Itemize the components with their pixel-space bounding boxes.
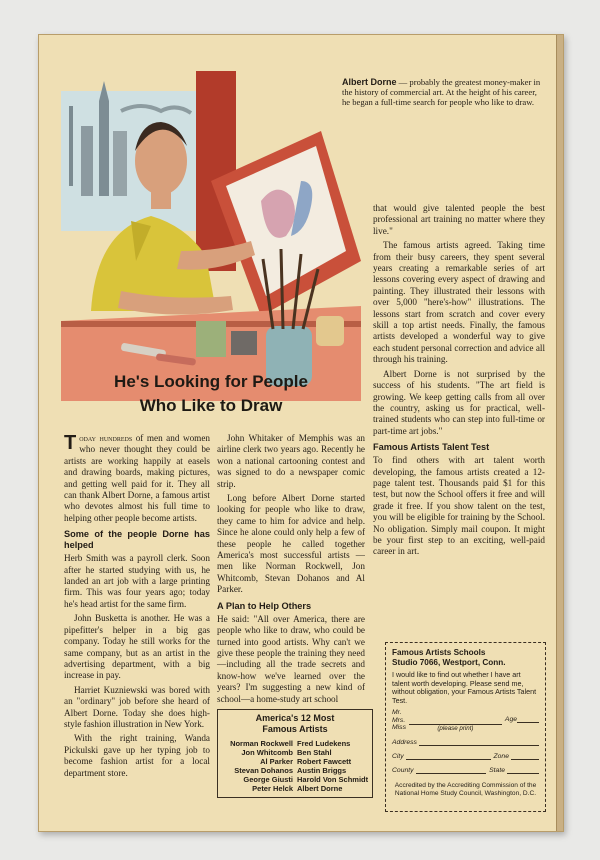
paragraph-text: of men and women who never thought they could be artists are working happily at easels and drawing boards, making pictures, and getting well paid for it. They all can thank Albert Dorne, a famous artist who devotes almost his full time to helping other people become artists. bbox=[64, 433, 210, 523]
artist-illustration bbox=[61, 71, 361, 401]
artist-name: Stevan Dohanos bbox=[234, 766, 293, 775]
headline bbox=[61, 370, 361, 418]
artist-name: Harold Von Schmidt bbox=[297, 775, 369, 784]
address-label: Address bbox=[392, 738, 417, 746]
salutation-miss: Miss bbox=[392, 724, 406, 732]
paragraph: John Whitaker of Memphis was an airline clerk two years ago. Recently he won a national cartooning contest and was signed to do a newspaper comic strip. bbox=[217, 433, 365, 489]
page-spine bbox=[556, 35, 564, 831]
caption-text: — probably the greatest money-maker in the history of commercial art. At the height of his career, he began a full-time search for people who like to draw. bbox=[342, 77, 541, 108]
salutation-mr: Mr. bbox=[392, 709, 402, 717]
please-print-note: (please print) bbox=[437, 724, 474, 732]
artist-row bbox=[220, 757, 370, 766]
artist-name: Fred Ludekens bbox=[297, 739, 351, 748]
artist-name: Norman Rockwell bbox=[230, 739, 293, 748]
article-column-1 bbox=[64, 433, 210, 782]
county-row bbox=[392, 765, 539, 774]
age-field[interactable] bbox=[517, 722, 539, 723]
paragraph: Albert Dorne is not surprised by the success of his students. "The art field is growing. We keep getting calls from all over the country, asking us for practical, well-trained students who can step into full-time or part-time art jobs." bbox=[373, 368, 545, 436]
zone-field[interactable] bbox=[511, 751, 539, 760]
state-field[interactable] bbox=[507, 765, 539, 774]
address-row bbox=[392, 737, 539, 746]
city-row bbox=[392, 751, 539, 760]
salutation-mrs: Mrs. bbox=[392, 716, 406, 724]
artist-row bbox=[220, 739, 370, 748]
artists-title bbox=[220, 713, 370, 735]
paragraph: Harriet Kuzniewski was bored with an "ordinary" job before she heard of Albert Dorne. Today she does high-style fashion illustration in New York. bbox=[64, 684, 210, 729]
city-field[interactable] bbox=[406, 751, 491, 760]
famous-artists-box bbox=[217, 709, 373, 798]
intro-paragraph bbox=[64, 433, 210, 524]
paragraph: To find others with art talent worth developing, the famous artists created a 12-page talent test. Thousands paid $1 for this test, but now the School offers it free and will grade it free. If you show talent on the test, you will be eligible for training by the School. No obligation. Simply mail coupon. It might be your first step to an exciting, well-paid career in art. bbox=[373, 455, 545, 557]
article-column-2 bbox=[217, 433, 365, 708]
comic-back-cover bbox=[38, 34, 564, 832]
accreditation-note: Accredited by the Accrediting Commission of the National Home Study Council, Washington, D.C. bbox=[394, 781, 537, 797]
paragraph: He said: "All over America, there are people who like to draw, who could be turned into good artists. Why can't we give these people the training they need—including all the trade secrets and know-how we've learned over the years? I'm suggesting a new kind of school—a home-study art school bbox=[217, 613, 365, 704]
zone-label: Zone bbox=[493, 752, 509, 760]
mail-coupon[interactable] bbox=[385, 642, 546, 812]
name-field[interactable] bbox=[409, 710, 502, 725]
artist-name: Ben Stahl bbox=[297, 748, 332, 757]
artist-name: Robert Fawcett bbox=[297, 757, 352, 766]
paragraph: Herb Smith was a payroll clerk. Soon after he started studying with us, he landed an art job with a large printing firm. This was four years ago; today he's head artist for the same firm. bbox=[64, 553, 210, 609]
paragraph: that would give talented people the best professional art training no matter where they live." bbox=[373, 203, 545, 236]
caption-name: Albert Dorne bbox=[342, 77, 397, 87]
subheading: Some of the people Dorne has helped bbox=[64, 529, 210, 551]
photo-caption bbox=[342, 77, 547, 108]
subheading: Famous Artists Talent Test bbox=[373, 442, 490, 453]
lead-in: oday hundreds bbox=[79, 433, 133, 443]
coupon-school: Famous Artists Schools bbox=[392, 648, 486, 657]
coupon-studio: Studio 7066, Westport, Conn. bbox=[392, 658, 506, 667]
address-field[interactable] bbox=[419, 737, 539, 746]
paragraph: Long before Albert Dorne started looking for people who like to draw, they came to him for advice and help. Since he alone could only help a few of these people he called together America's most successful artists —men like Norman Rockwell, Jon Whitcomb, Stevan Dohanos and Al Parker. bbox=[217, 493, 365, 595]
state-label: State bbox=[489, 766, 505, 774]
drop-cap: T bbox=[64, 432, 77, 454]
artist-row bbox=[220, 784, 370, 793]
artist-row bbox=[220, 748, 370, 757]
name-row bbox=[392, 709, 539, 731]
subheading: A Plan to Help Others bbox=[217, 600, 312, 611]
artist-name: Peter Helck bbox=[252, 784, 293, 793]
article-column-3 bbox=[373, 203, 545, 561]
artist-row bbox=[220, 775, 370, 784]
county-label: County bbox=[392, 766, 414, 774]
paragraph: The famous artists agreed. Taking time from their busy careers, they spent several years creating a remarkable series of art lessons covering every aspect of drawing and painting. They illustrated their lessons with over 5,000 "here's-how" illustrations. The lessons start from scratch and cover every skill a top artist needs. Finally, the famous artists developed a wonderful way to give each student personal correction and advice all through his training. bbox=[373, 240, 545, 365]
paragraph: John Busketta is another. He was a pipefitter's helper in a big gas company. Today he still works for the same company, but as an artist in the advertising department, with a big increase in pay. bbox=[64, 613, 210, 681]
headline-line-1: He's Looking for People bbox=[114, 372, 308, 391]
headline-line-2: Who Like to Draw bbox=[139, 396, 283, 415]
artist-name: Al Parker bbox=[260, 757, 293, 766]
county-field[interactable] bbox=[416, 765, 487, 774]
coupon-instructions: I would like to find out whether I have art talent worth developing. Please send me, without obligation, your Famous Artists Talent Test. bbox=[392, 670, 537, 705]
artist-name: Austin Briggs bbox=[297, 766, 347, 775]
artist-row bbox=[220, 766, 370, 775]
artist-name: Jon Whitcomb bbox=[241, 748, 293, 757]
city-label: City bbox=[392, 752, 404, 760]
paragraph: With the right training, Wanda Pickulski gave up her typing job to become fashion artist for a local department store. bbox=[64, 733, 210, 778]
artist-name: Albert Dorne bbox=[297, 784, 343, 793]
age-label: Age bbox=[504, 715, 517, 723]
artists-title-line-2: Famous Artists bbox=[262, 724, 328, 734]
artists-title-line-1: America's 12 Most bbox=[255, 713, 335, 723]
artist-name: George Giusti bbox=[243, 775, 293, 784]
